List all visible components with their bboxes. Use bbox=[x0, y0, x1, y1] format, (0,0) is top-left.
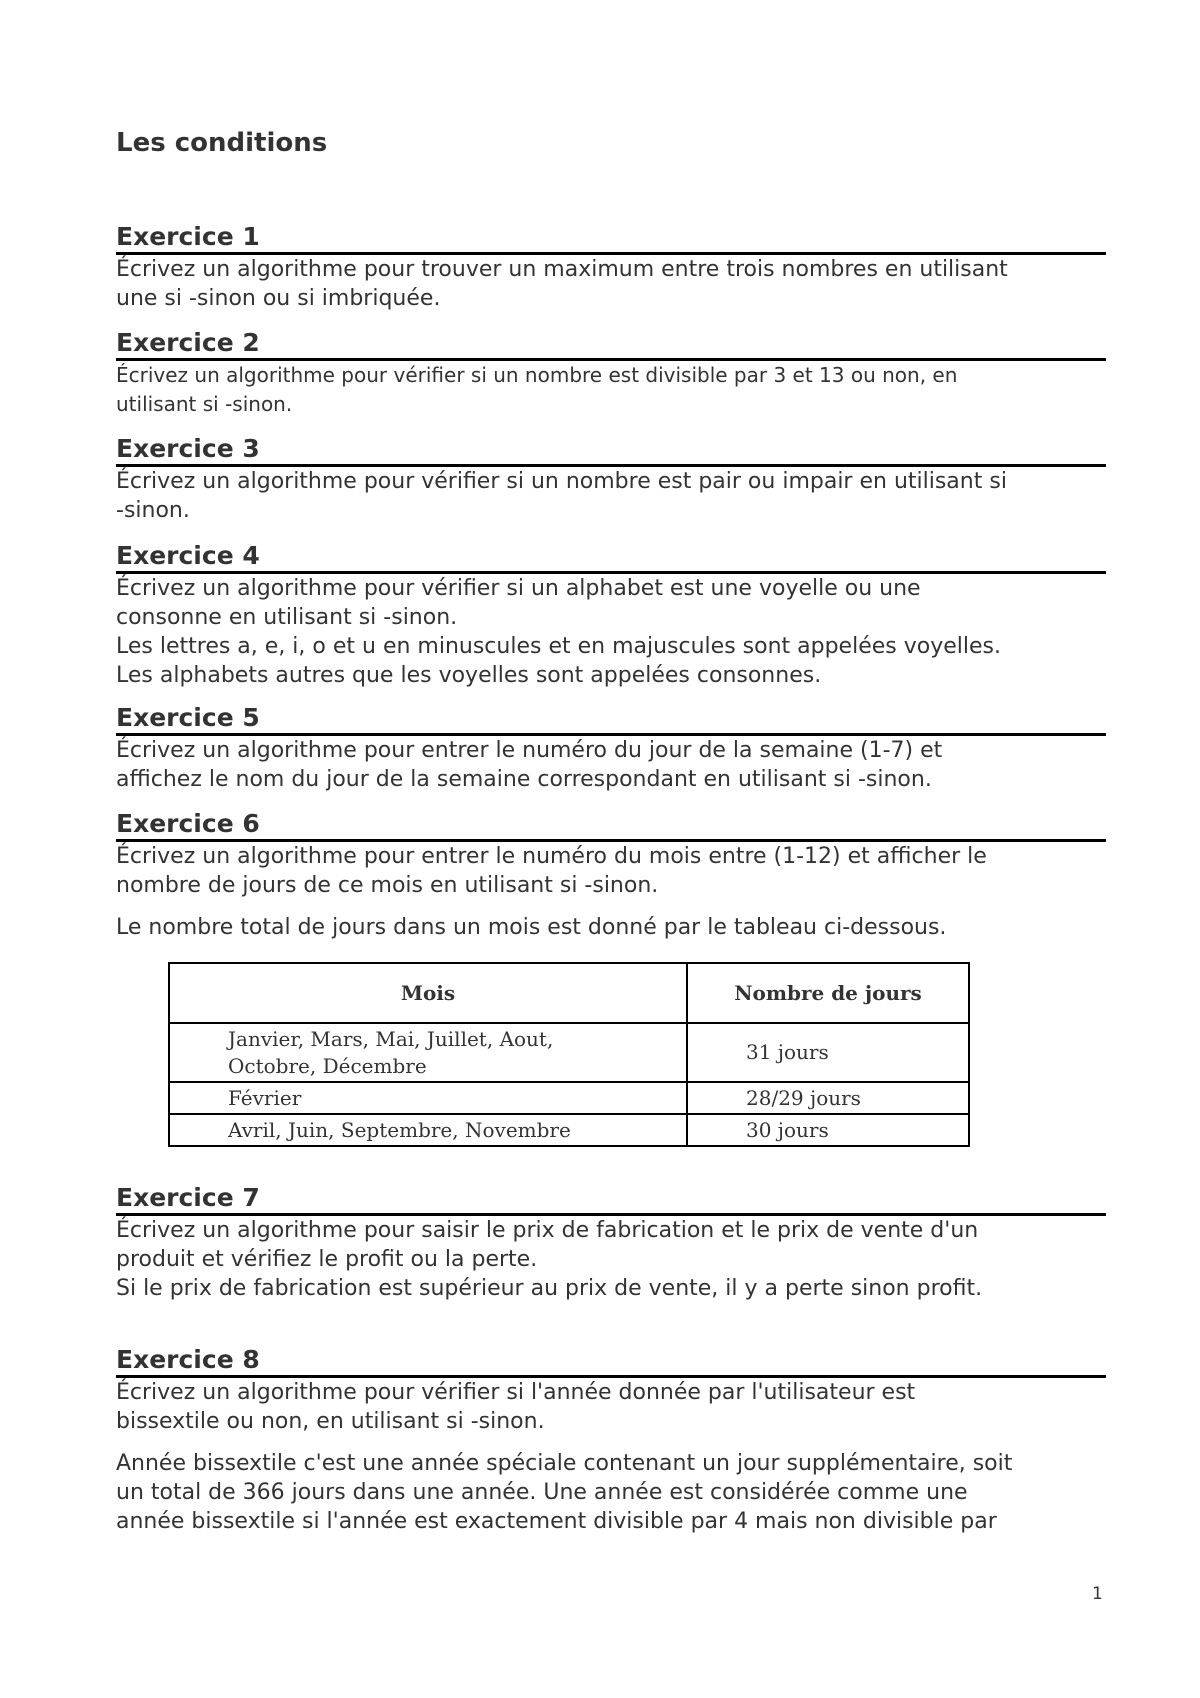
exercise-heading: Exercice 1 bbox=[116, 222, 1106, 255]
exercise-text-line: consonne en utilisant si -sinon. bbox=[116, 605, 458, 630]
exercise-text-line: bissextile ou non, en utilisant si -sinon. bbox=[116, 1409, 545, 1434]
table-cell: 31 jours bbox=[687, 1023, 969, 1082]
exercise-1 bbox=[116, 222, 1106, 313]
table-row bbox=[169, 1023, 969, 1082]
exercise-heading: Exercice 7 bbox=[116, 1183, 1106, 1216]
table-row bbox=[169, 1082, 969, 1114]
table-cell: 28/29 jours bbox=[687, 1082, 969, 1114]
table-cell: 30 jours bbox=[687, 1114, 969, 1146]
page-number: 1 bbox=[1092, 1584, 1103, 1604]
exercise-8 bbox=[116, 1345, 1106, 1536]
exercise-note-line: année bissextile si l'année est exactement divisible par 4 mais non divisible par bbox=[116, 1509, 997, 1534]
exercise-7 bbox=[116, 1183, 1106, 1303]
table-header-row bbox=[169, 963, 969, 1023]
exercise-text-line: Écrivez un algorithme pour saisir le prix de fabrication et le prix de vente d'un bbox=[116, 1218, 979, 1243]
exercise-heading: Exercice 2 bbox=[116, 328, 1106, 361]
exercise-note: Le nombre total de jours dans un mois est donné par le tableau ci-dessous. bbox=[116, 915, 947, 940]
exercise-6 bbox=[116, 809, 1106, 942]
table-header-cell: Nombre de jours bbox=[687, 963, 969, 1023]
exercise-text-line: Écrivez un algorithme pour vérifier si un alphabet est une voyelle ou une bbox=[116, 576, 921, 601]
exercise-text-line: Écrivez un algorithme pour entrer le numéro du mois entre (1-12) et afficher le bbox=[116, 844, 987, 869]
exercise-text-line: Écrivez un algorithme pour vérifier si l'année donnée par l'utilisateur est bbox=[116, 1380, 916, 1405]
months-table bbox=[168, 962, 970, 1147]
exercise-text-line: Écrivez un algorithme pour entrer le numéro du jour de la semaine (1-7) et bbox=[116, 738, 943, 763]
exercise-heading: Exercice 5 bbox=[116, 703, 1106, 736]
exercise-3 bbox=[116, 434, 1106, 525]
table-cell: Avril, Juin, Septembre, Novembre bbox=[169, 1114, 687, 1146]
exercise-text-line: Écrivez un algorithme pour vérifier si un nombre est pair ou impair en utilisant si bbox=[116, 469, 1007, 494]
exercise-text-line: Si le prix de fabrication est supérieur au prix de vente, il y a perte sinon profit. bbox=[116, 1276, 983, 1301]
exercise-2 bbox=[116, 328, 1106, 419]
table-header-cell: Mois bbox=[169, 963, 687, 1023]
exercise-text-line: utilisant si -sinon. bbox=[116, 392, 293, 416]
exercise-text-line: Les lettres a, e, i, o et u en minuscules et en majuscules sont appelées voyelles. bbox=[116, 634, 1001, 659]
exercise-text-line: Écrivez un algorithme pour vérifier si un nombre est divisible par 3 et 13 ou non, en bbox=[116, 363, 958, 387]
exercise-text-line: Écrivez un algorithme pour trouver un maximum entre trois nombres en utilisant bbox=[116, 257, 1008, 282]
exercise-text-line: produit et vérifiez le profit ou la perte. bbox=[116, 1247, 538, 1272]
exercise-note-line: Année bissextile c'est une année spéciale contenant un jour supplémentaire, soit bbox=[116, 1451, 1013, 1476]
exercise-note-line: un total de 366 jours dans une année. Une année est considérée comme une bbox=[116, 1480, 968, 1505]
exercise-heading: Exercice 3 bbox=[116, 434, 1106, 467]
exercise-heading: Exercice 8 bbox=[116, 1345, 1106, 1378]
exercise-heading: Exercice 4 bbox=[116, 541, 1106, 574]
exercise-text-line: affichez le nom du jour de la semaine correspondant en utilisant si -sinon. bbox=[116, 767, 932, 792]
exercise-text-line: Les alphabets autres que les voyelles sont appelées consonnes. bbox=[116, 663, 822, 688]
exercise-heading: Exercice 6 bbox=[116, 809, 1106, 842]
exercise-text-line: nombre de jours de ce mois en utilisant si -sinon. bbox=[116, 873, 659, 898]
exercise-4 bbox=[116, 541, 1106, 690]
exercise-text-line: -sinon. bbox=[116, 498, 190, 523]
exercise-text-line: une si -sinon ou si imbriquée. bbox=[116, 286, 441, 311]
table-row bbox=[169, 1114, 969, 1146]
table-cell: Janvier, Mars, Mai, Juillet, Aout, Octobre, Décembre bbox=[169, 1023, 687, 1082]
exercise-5 bbox=[116, 703, 1106, 794]
document-title: Les conditions bbox=[116, 128, 328, 158]
table-cell: Février bbox=[169, 1082, 687, 1114]
